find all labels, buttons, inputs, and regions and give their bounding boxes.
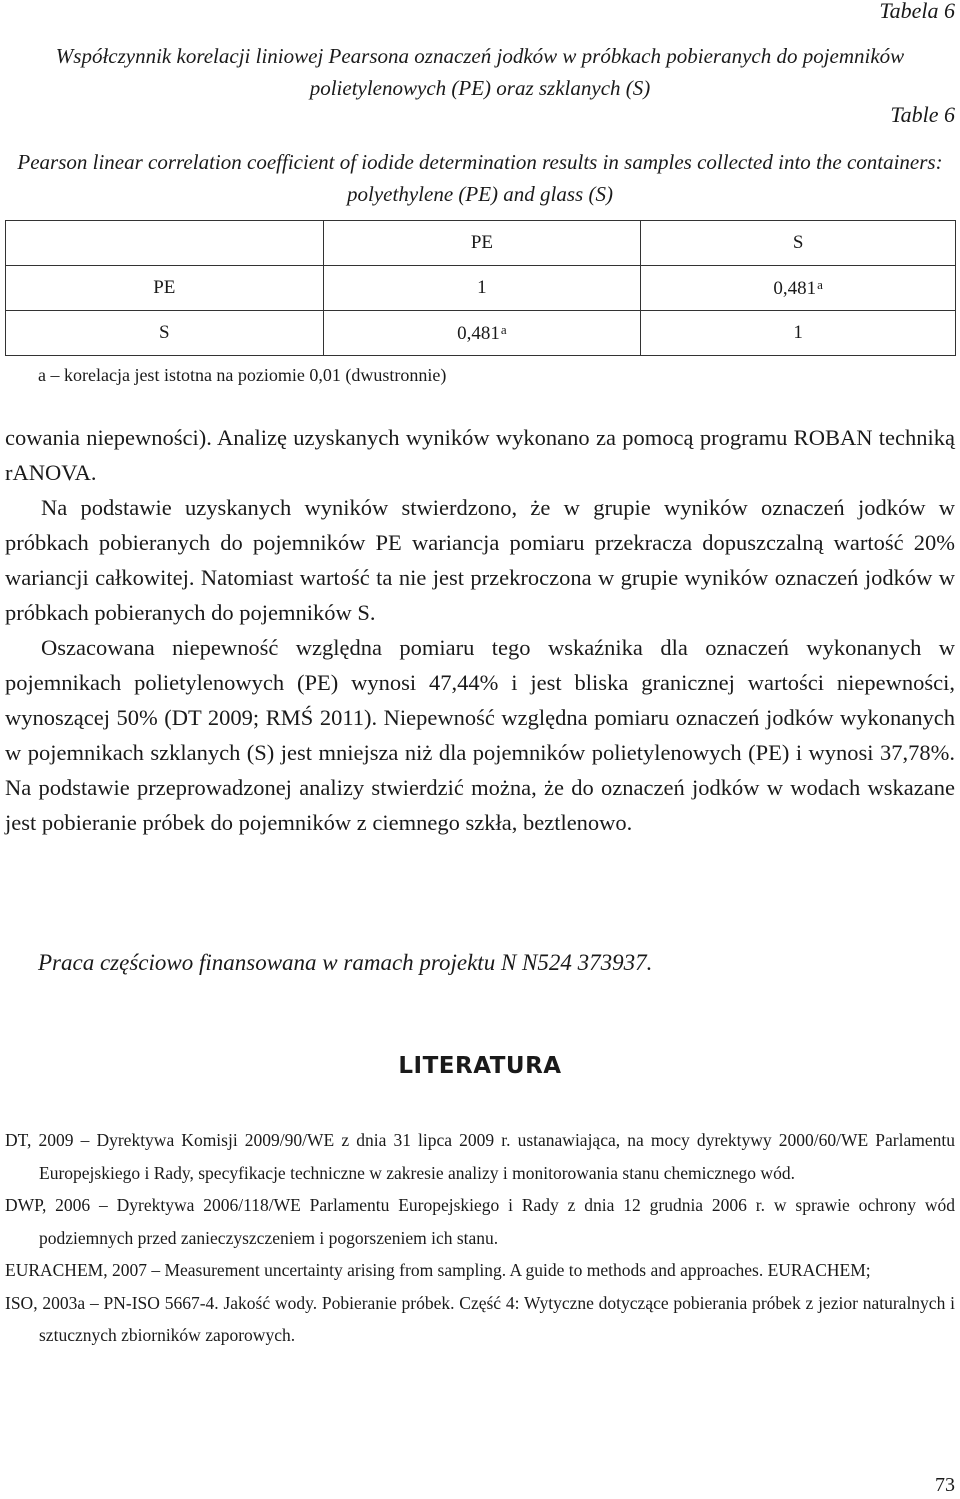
reference-item: DT, 2009 – Dyrektywa Komisji 2009/90/WE z dnia 31 lipca 2009 r. ustanawiająca, na mocy dyrektywy 2000/60/WE Parlamentu Europejskiego i Rady, specyfikacje techniczne w zakresie analizy i monitorowania stanu chemicznego wód. — [5, 1130, 955, 1183]
table-caption-pl: Współczynnik korelacji liniowej Pearsona oznaczeń jodków w próbkach pobieranych do pojemników polietylenowych (PE) oraz szklanych (S) — [55, 44, 905, 100]
significance-marker: a — [500, 321, 507, 337]
reference-item: ISO, 2003a – PN-ISO 5667-4. Jakość wody. Pobieranie próbek. Część 4: Wytyczne dotyczące pobierania próbek z jezior naturalnych i sztucznych zbiorników zaporowych. — [5, 1292, 955, 1345]
table-caption-en: Pearson linear correlation coefficient of iodide determination results in samples collected into the containers: polyethylene (PE) and glass (S) — [17, 150, 943, 206]
table-footnote: a – korelacja jest istotna na poziomie 0,01 (dwustronnie) — [38, 365, 447, 385]
header-cell-pe: PE — [323, 221, 641, 266]
body-text — [5, 420, 955, 840]
cell-value: 0,481 — [457, 322, 500, 344]
paragraph: cowania niepewności). Analizę uzyskanych wyników wykonano za pomocą programu ROBAN techniką rANOVA. — [5, 425, 955, 485]
literature-heading: LITERATURA — [398, 1053, 562, 1079]
paragraph: Na podstawie uzyskanych wyników stwierdzono, że w grupie wyników oznaczeń jodków w próbkach pobieranych do pojemników PE wariancja pomiaru przekracza dopuszczalną wartość 20% wariancji całkowitej. Natomiast wartość ta nie jest przekroczona w grupie wyników oznaczeń jodków w próbkach pobieranych do pojemników S. — [5, 495, 955, 625]
cell-s-pe — [323, 311, 641, 356]
header-cell-empty — [6, 221, 324, 266]
correlation-table — [5, 220, 956, 356]
table-number-pl: Tabela 6 — [879, 0, 955, 23]
row-label-s: S — [6, 311, 324, 356]
reference-list — [5, 1124, 955, 1352]
cell-pe-s — [641, 266, 956, 311]
cell-s-s: 1 — [641, 311, 956, 356]
significance-marker: a — [817, 276, 823, 292]
header-cell-s: S — [641, 221, 956, 266]
table-number-en: Table 6 — [890, 102, 955, 127]
table-row — [6, 266, 956, 311]
cell-value: 0,481 — [773, 277, 817, 299]
table-row — [6, 311, 956, 356]
cell-pe-pe: 1 — [323, 266, 641, 311]
reference-item: EURACHEM, 2007 – Measurement uncertainty arising from sampling. A guide to methods and approaches. EURACHEM; — [5, 1260, 871, 1280]
page-number: 73 — [935, 1474, 955, 1496]
paragraph: Oszacowana niepewność względna pomiaru tego wskaźnika dla oznaczeń wykonanych w pojemnikach polietylenowych (PE) wynosi 47,44% i jest bliska granicznej wartości niepewności, wynoszącej 50% (DT 2009; RMŚ 2011). Niepewność względna pomiaru oznaczeń jodków wykonanych w pojemnikach szklanych (S) jest mniejsza niż dla pojemników polietylenowych (PE) i wynosi 37,78%. Na podstawie przeprowadzonej analizy stwierdzić można, że do oznaczeń jodków w wodach wskazane jest pobieranie próbek do pojemników z ciemnego szkła, beztlenowo. — [5, 635, 955, 835]
funding-note: Praca częściowo finansowana w ramach projektu N N524 373937. — [38, 950, 653, 975]
reference-item: DWP, 2006 – Dyrektywa 2006/118/WE Parlamentu Europejskiego i Rady z dnia 12 grudnia 2006 r. w sprawie ochrony wód podziemnych przed zanieczyszczeniem i pogorszeniem ich stanu. — [5, 1195, 955, 1248]
row-label-pe: PE — [6, 266, 324, 311]
table-header-row — [6, 221, 956, 266]
